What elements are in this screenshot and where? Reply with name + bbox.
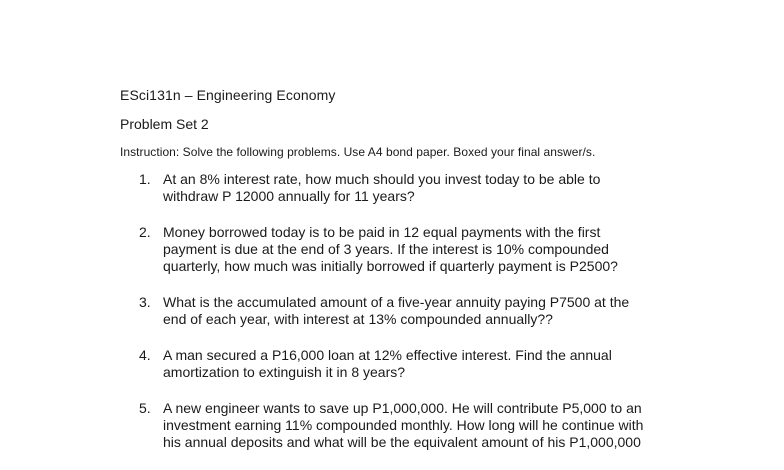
problem-text-line: What is the accumulated amount of a five-year annuity paying P7500 at the (163, 294, 630, 310)
problem-item (130, 400, 690, 451)
problem-number: 2. (139, 224, 151, 240)
problem-item (130, 171, 690, 205)
problem-number: 5. (139, 400, 151, 416)
problem-text-line: withdraw P 12000 annually for 11 years? (163, 188, 415, 204)
problem-text-line: A new engineer wants to save up P1,000,000. He will contribute P5,000 to an (163, 400, 642, 416)
problem-list (130, 171, 690, 470)
problem-text-line: At an 8% interest rate, how much should you invest today to be able to (163, 171, 601, 187)
problem-text-line: A man secured a P16,000 loan at 12% effective interest. Find the annual (163, 347, 612, 363)
problem-text-line: Money borrowed today is to be paid in 12 equal payments with the first (163, 224, 601, 240)
problem-text-line: quarterly, how much was initially borrowed if quarterly payment is P2500? (163, 258, 618, 274)
problem-number: 3. (139, 294, 151, 310)
problem-text-line: end of each year, with interest at 13% compounded annually?? (163, 311, 553, 327)
problem-text-line: payment is due at the end of 3 years. If the interest is 10% compounded (163, 241, 609, 257)
problem-text-line: his annual deposits and what will be the equivalent amount of his P1,000,000 (163, 434, 641, 450)
instructions: Instruction: Solve the following problems. Use A4 bond paper. Boxed your final answer/s. (120, 145, 596, 159)
problem-text-line: amortization to extinguish it in 8 years? (163, 364, 406, 380)
problem-set-title: Problem Set 2 (120, 116, 209, 132)
problem-number: 4. (139, 347, 151, 363)
problem-item (130, 224, 690, 275)
problem-text-line: investment earning 11% compounded monthly. How long will he continue with (163, 417, 644, 433)
course-title: ESci131n – Engineering Economy (120, 87, 336, 103)
problem-item (130, 294, 690, 328)
problem-number: 1. (139, 171, 151, 187)
problem-item (130, 347, 690, 381)
